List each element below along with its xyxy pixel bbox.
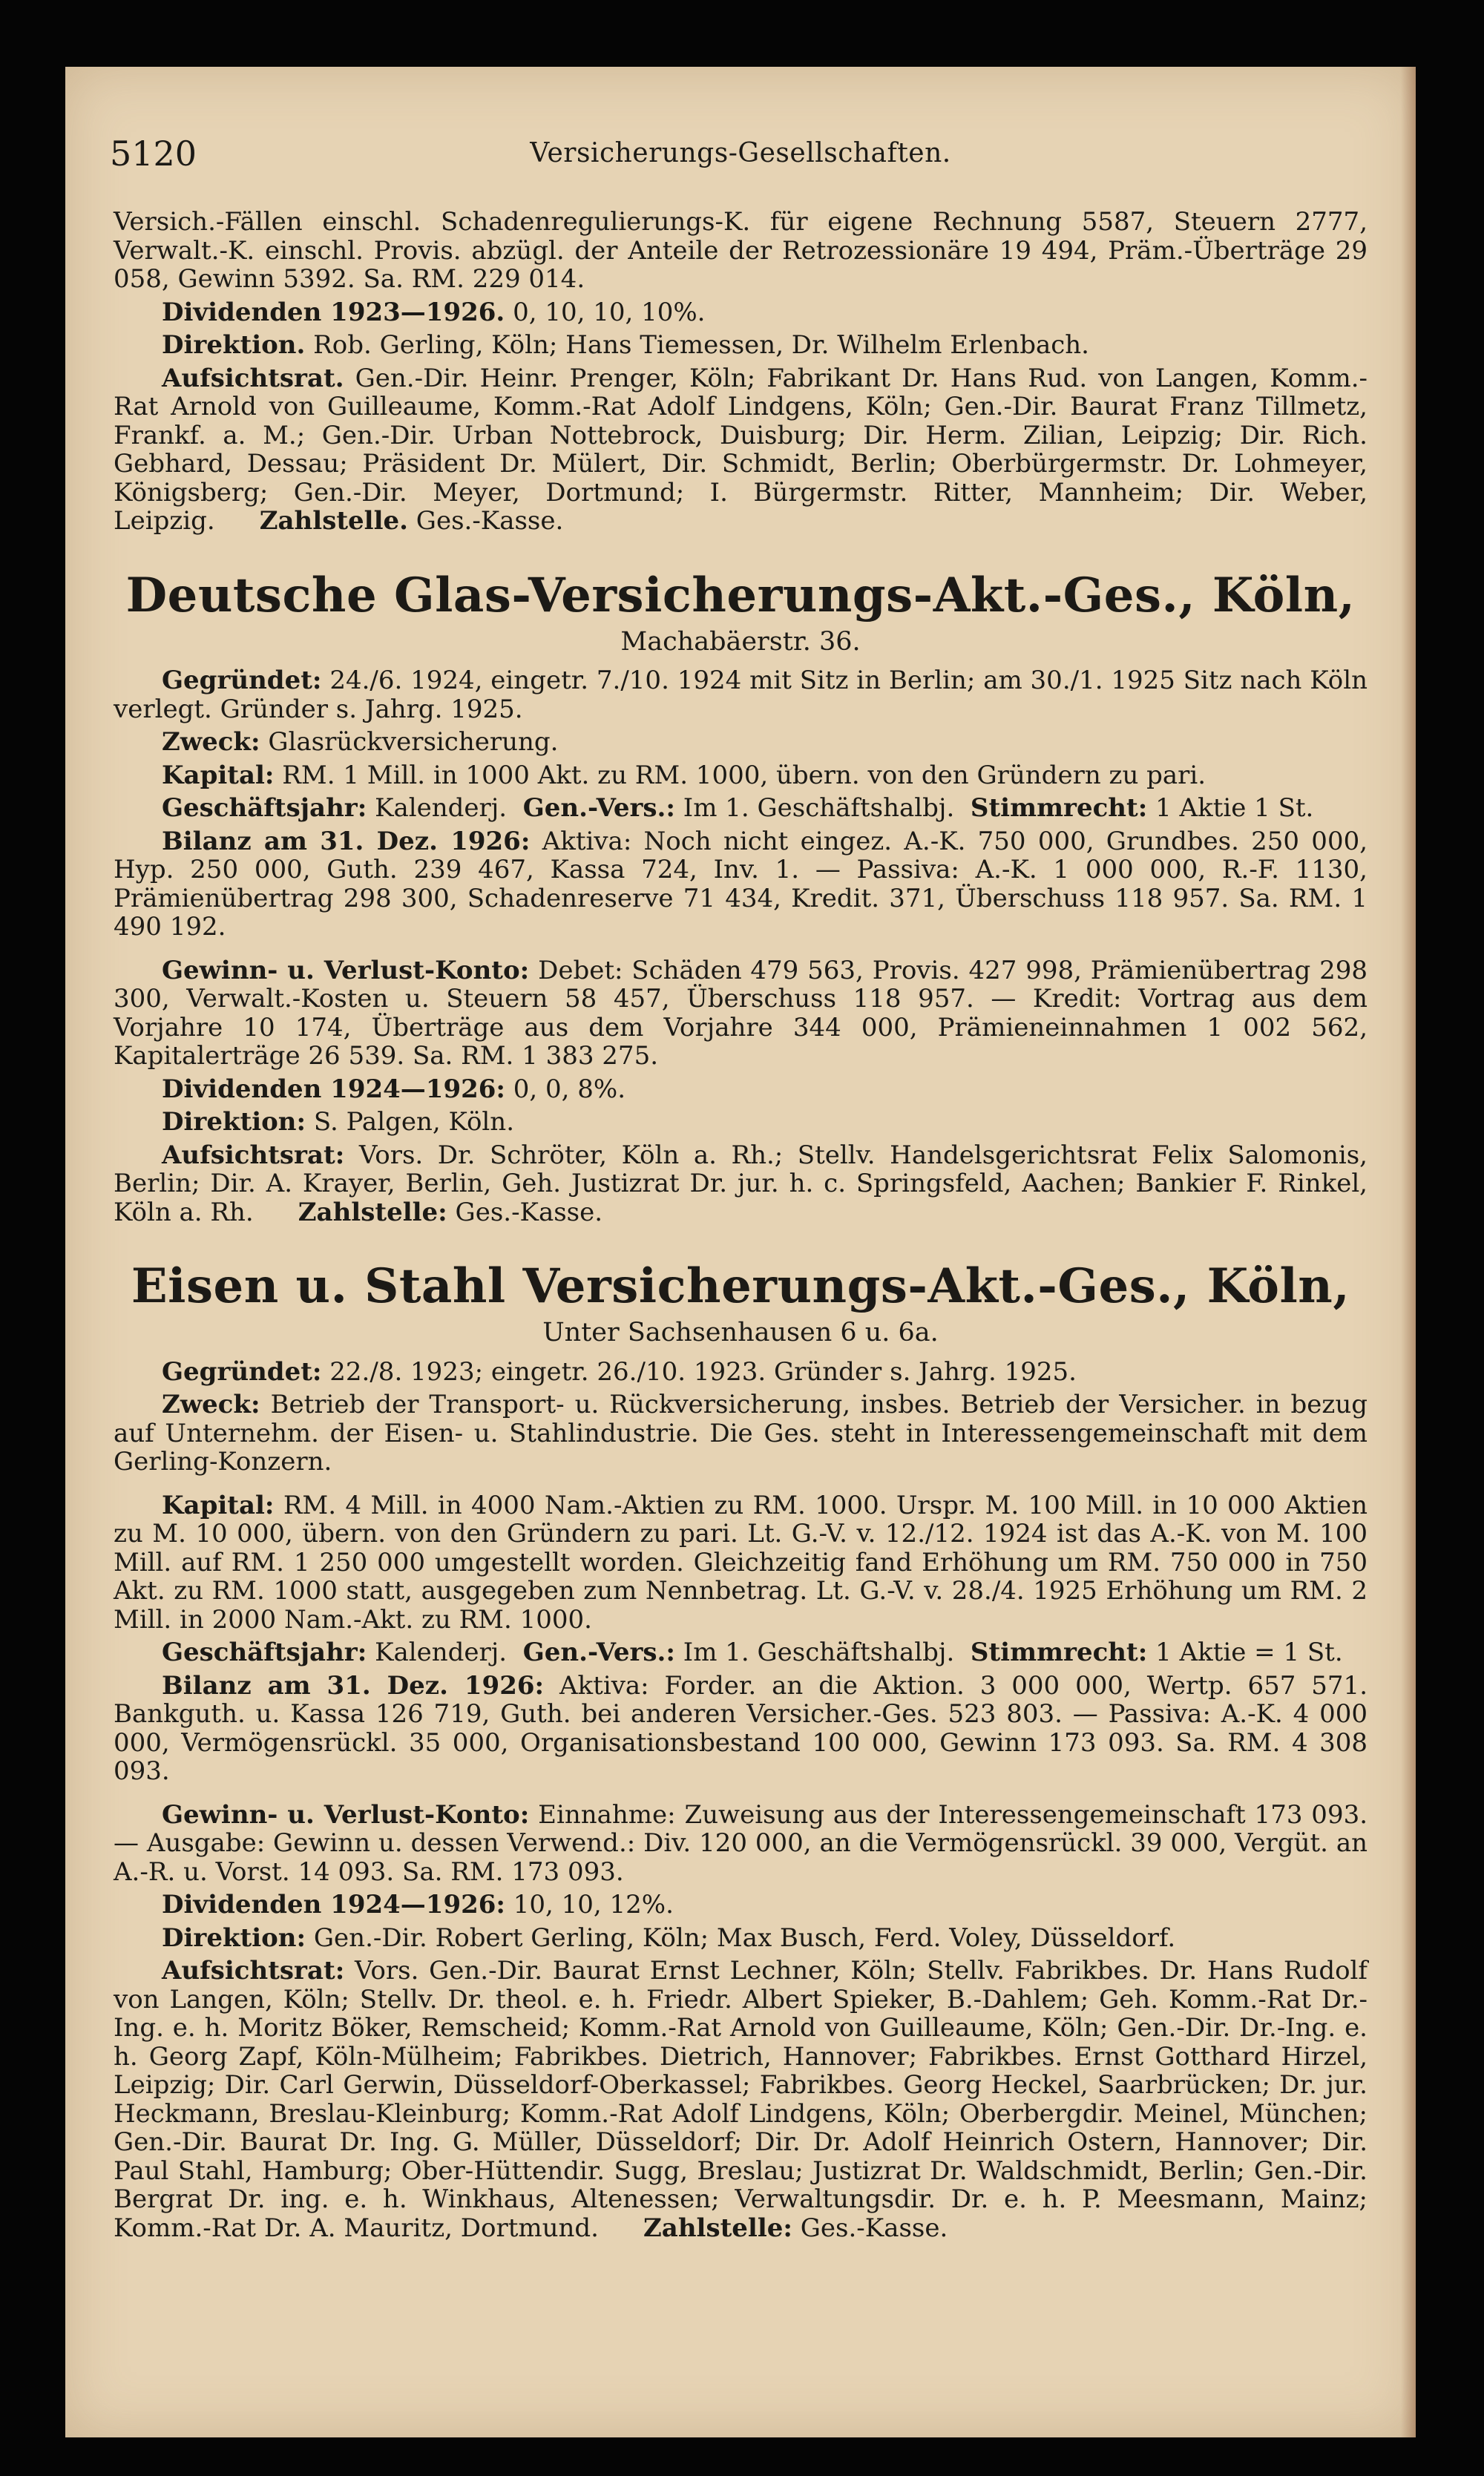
zahlstelle-text: Ges.-Kasse. <box>416 506 564 536</box>
eisen-direktion <box>114 1924 1368 1953</box>
glas-zweck <box>114 728 1368 757</box>
zweck-label: Zweck: <box>162 1390 260 1419</box>
dividenden-text: 0, 10, 10, 10%. <box>513 297 706 327</box>
glas-gegruendet <box>114 666 1368 723</box>
gegruendet-text: 24./6. 1924, eingetr. 7./10. 1924 mit Sitz in Berlin; am 30./1. 1925 Sitz nach Köln verlegt. Gründer s. Jahrg. 1925. <box>114 666 1368 724</box>
previous-aufsichtsrat <box>114 364 1368 536</box>
glas-guv <box>114 956 1368 1071</box>
bilanz-label: Bilanz am 31. Dez. 1926: <box>162 826 531 856</box>
gegruendet-label: Gegründet: <box>162 666 322 695</box>
page-number: 5120 <box>110 134 197 174</box>
eisen-geschaeftsjahr <box>114 1638 1368 1667</box>
guv-label: Gewinn- u. Verlust-Konto: <box>162 1799 530 1830</box>
book-page <box>65 67 1416 2437</box>
glas-kapital <box>114 761 1368 790</box>
genvers-text: Im 1. Geschäftshalbj. <box>683 1638 955 1667</box>
direktion-text: S. Palgen, Köln. <box>313 1107 515 1137</box>
page-header <box>110 134 1371 175</box>
kapital-text: RM. 4 Mill. in 4000 Nam.-Aktien zu RM. 1000. Urspr. M. 100 Mill. in 10 000 Aktien zu M. 10 000, übern. von den Gründern zu pari. Lt. G.-V. v. 12./12. 1924 ist das A.-K. von M. 100 Mill. auf RM. 1 250 000 umgestellt worden. Gleichzeitig fand Erhöhung um RM. 750 000 in 750 Akt. zu RM. 1000 statt, ausgegeben zum Nennbetrag. Lt. G.-V. v. 28./4. 1925 Erhöhung um RM. 2 Mill. in 2000 Nam.-Akt. zu RM. 1000. <box>114 1490 1368 1635</box>
bilanz-text: Aktiva: Noch nicht eingez. A.-K. 750 000, Grundbes. 250 000, Hyp. 250 000, Guth. 239 467, Kassa 724, Inv. 1. — Passiva: A.-K. 1 000 000, R.-F. 1130, Prämienübertrag 298 300, Schadenreserve 71 434, Kredit. 371, Überschuss 118 957. Sa. RM. 1 490 192. <box>114 826 1368 942</box>
direktion-text: Rob. Gerling, Köln; Hans Tiemessen, Dr. Wilhelm Erlenbach. <box>313 330 1089 360</box>
dividenden-label: Dividenden 1924—1926: <box>162 1074 505 1104</box>
direktion-label: Direktion: <box>162 1922 306 1953</box>
glas-address: Machabäerstr. 36. <box>620 626 861 657</box>
geschaeftsjahr-label: Geschäftsjahr: <box>162 1638 367 1667</box>
gegruendet-text: 22./8. 1923; eingetr. 26./10. 1923. Gründer s. Jahrg. 1925. <box>329 1356 1077 1387</box>
geschaeftsjahr-label: Geschäftsjahr: <box>162 793 367 823</box>
running-head: Versicherungs-Gesellschaften. <box>530 138 951 168</box>
stimmrecht-text: 1 Aktie = 1 St. <box>1155 1638 1343 1667</box>
glas-dividenden <box>114 1075 1368 1104</box>
zweck-label: Zweck: <box>162 727 260 757</box>
aufsichtsrat-text: Vors. Gen.-Dir. Baurat Ernst Lechner, Köln; Stellv. Fabrikbes. Dr. Hans Rudolf von Langen, Köln; Stellv. Dr. theol. e. h. Friedr. Albert Spieker, B.-Dahlem; Geh. Komm.-Rat Dr.-Ing. e. h. Moritz Böker, Remscheid; Komm.-Rat Arnold von Guilleaume, Köln; Gen.-Dir. Dr.-Ing. e. h. Georg Zapf, Köln-Mülheim; Fabrikbes. Dietrich, Hannover; Fabrikbes. Ernst Gotthard Hirzel, Leipzig; Dir. Carl Gerwin, Düsseldorf-Oberkassel; Fabrikbes. Georg Heckel, Saarbrücken; Dr. jur. Heckmann, Breslau-Kleinburg; Komm.-Rat Adolf Lindgens, Köln; Oberbergdir. Meinel, München; Gen.-Dir. Baurat Dr. Ing. G. Müller, Düsseldorf; Dir. Dr. Adolf Heinrich Ostern, Hannover; Dir. Paul Stahl, Hamburg; Ober-Hüttendir. Sugg, Breslau; Justizrat Dr. Waldschmidt, Berlin; Gen.-Dir. Bergrat Dr. ing. e. h. Winkhaus, Altenessen; Verwaltungsdir. Dr. e. h. P. Meesmann, Mainz; Komm.-Rat Dr. A. Mauritz, Dortmund. <box>114 1956 1368 2243</box>
kapital-label: Kapital: <box>162 1490 275 1520</box>
eisen-guv <box>114 1801 1368 1887</box>
page-content <box>114 208 1368 2247</box>
glas-aufsichtsrat <box>114 1141 1368 1227</box>
eisen-bilanz <box>114 1672 1368 1786</box>
guv-label: Gewinn- u. Verlust-Konto: <box>162 955 530 985</box>
zahlstelle-text: Ges.-Kasse. <box>455 1197 603 1227</box>
bilanz-label: Bilanz am 31. Dez. 1926: <box>162 1670 545 1701</box>
previous-direktion <box>114 331 1368 360</box>
kapital-label: Kapital: <box>162 760 275 790</box>
kapital-text: RM. 1 Mill. in 1000 Akt. zu RM. 1000, übern. von den Gründern zu pari. <box>282 760 1206 790</box>
dividenden-text: 10, 10, 12%. <box>513 1890 674 1920</box>
guv-text: Debet: Schäden 479 563, Provis. 427 998, Prämienübertrag 298 300, Verwalt.-Kosten u. Steuern 58 457, Überschuss 118 957. — Kredit: Vortrag aus dem Vorjahre 10 174, Überträge aus dem Vorjahre 344 000, Prämieneinnahmen 1 002 562, Kapitalerträge 26 539. Sa. RM. 1 383 275. <box>114 955 1368 1071</box>
eisen-company-title: Eisen u. Stahl Versicherungs-Akt.-Ges., Köln, <box>131 1258 1350 1314</box>
zahlstelle-label: Zahlstelle: <box>298 1197 447 1227</box>
previous-dividenden <box>114 298 1368 327</box>
glas-zahlstelle <box>298 1198 603 1227</box>
geschaeftsjahr-text: Kalenderj. <box>375 1638 508 1667</box>
page-edge-shadow <box>1401 67 1416 2437</box>
dividenden-label: Dividenden 1923—1926. <box>162 297 505 327</box>
zahlstelle-text: Ges.-Kasse. <box>800 2213 948 2243</box>
guv-text: Einnahme: Zuweisung aus der Interessengemeinschaft 173 093. — Ausgabe: Gewinn u. dessen Verwend.: Div. 120 000, an die Vermögensrückl. 39 000, Vergüt. an A.-R. u. Vorst. 14 093. Sa. RM. 173 093. <box>114 1799 1368 1887</box>
genvers-label: Gen.-Vers.: <box>522 1638 675 1667</box>
geschaeftsjahr-text: Kalenderj. <box>375 793 508 823</box>
eisen-zweck <box>114 1390 1368 1477</box>
glas-direktion <box>114 1108 1368 1137</box>
direktion-text: Gen.-Dir. Robert Gerling, Köln; Max Busch, Ferd. Voley, Düsseldorf. <box>313 1922 1176 1953</box>
zweck-text: Glasrückversicherung. <box>268 727 559 757</box>
stimmrecht-text: 1 Aktie 1 St. <box>1155 793 1314 823</box>
aufsichtsrat-text: Gen.-Dir. Heinr. Prenger, Köln; Fabrikant Dr. Hans Rud. von Langen, Komm.-Rat Arnold von Guilleaume, Komm.-Rat Adolf Lindgens, Köln; Gen.-Dir. Baurat Franz Tillmetz, Frankf. a. M.; Gen.-Dir. Urban Nottebrock, Duisburg; Dir. Herm. Zilian, Leipzig; Dir. Rich. Gebhard, Dessau; Präsident Dr. Mülert, Dir. Schmidt, Berlin; Oberbürgermstr. Dr. Lohmeyer, Königsberg; Gen.-Dir. Meyer, Dortmund; I. Bürgermstr. Ritter, Mannheim; Dir. Weber, Leipzig. <box>114 363 1368 536</box>
eisen-address: Unter Sachsenhausen 6 u. 6a. <box>542 1318 939 1347</box>
glas-bilanz <box>114 827 1368 942</box>
dividenden-label: Dividenden 1924—1926: <box>162 1890 505 1920</box>
stimmrecht-label: Stimmrecht: <box>970 793 1148 823</box>
bilanz-text: Aktiva: Forder. an die Aktion. 3 000 000, Wertp. 657 571. Bankguth. u. Kassa 126 719, Guth. bei anderen Versicher.-Ges. 523 803. — Passiva: A.-K. 4 000 000, Vermögensrückl. 35 000, Organisationsbestand 100 000, Gewinn 173 093. Sa. RM. 4 308 093. <box>114 1670 1368 1786</box>
previous-zahlstelle <box>260 506 564 536</box>
aufsichtsrat-label: Aufsichtsrat. <box>162 363 344 393</box>
gegruendet-label: Gegründet: <box>162 1356 322 1387</box>
direktion-label: Direktion. <box>162 330 306 360</box>
eisen-dividenden <box>114 1891 1368 1920</box>
stimmrecht-label: Stimmrecht: <box>970 1638 1148 1667</box>
eisen-gegruendet <box>114 1358 1368 1387</box>
aufsichtsrat-text: Vors. Dr. Schröter, Köln a. Rh.; Stellv. Handelsgerichtsrat Felix Salomonis, Berlin; Dir. A. Krayer, Berlin, Geh. Justizrat Dr. jur. h. c. Springsfeld, Aachen; Bankier F. Rinkel, Köln a. Rh. <box>114 1140 1368 1227</box>
zweck-text: Betrieb der Transport- u. Rückversicherung, insbes. Betrieb der Versicher. in bezug auf Unternehm. der Eisen- u. Stahlindustrie. Die Ges. steht in Interessengemeinschaft mit dem Gerling-Konzern. <box>114 1390 1368 1477</box>
eisen-aufsichtsrat <box>114 1957 1368 2242</box>
glas-geschaeftsjahr <box>114 794 1368 823</box>
aufsichtsrat-label: Aufsichtsrat: <box>162 1956 345 1986</box>
genvers-text: Im 1. Geschäftshalbj. <box>683 793 955 823</box>
direktion-label: Direktion: <box>162 1107 306 1137</box>
eisen-kapital <box>114 1491 1368 1635</box>
eisen-zahlstelle <box>643 2213 948 2243</box>
previous-guv-continuation: Versich.-Fällen einschl. Schadenregulierungs-K. für eigene Rechnung 5587, Steuern 2777, Verwalt.-K. einschl. Provis. abzügl. der Anteile der Retrozessionäre 19 494, Präm.-Überträge 29 058, Gewinn 5392. Sa. RM. 229 014. <box>114 207 1368 294</box>
zahlstelle-label: Zahlstelle. <box>259 506 408 536</box>
genvers-label: Gen.-Vers.: <box>522 793 675 823</box>
glas-company-title: Deutsche Glas-Versicherungs-Akt.-Ges., Köln, <box>125 567 1356 623</box>
dividenden-text: 0, 0, 8%. <box>513 1074 626 1104</box>
zahlstelle-label: Zahlstelle: <box>643 2213 792 2243</box>
aufsichtsrat-label: Aufsichtsrat: <box>162 1140 345 1170</box>
